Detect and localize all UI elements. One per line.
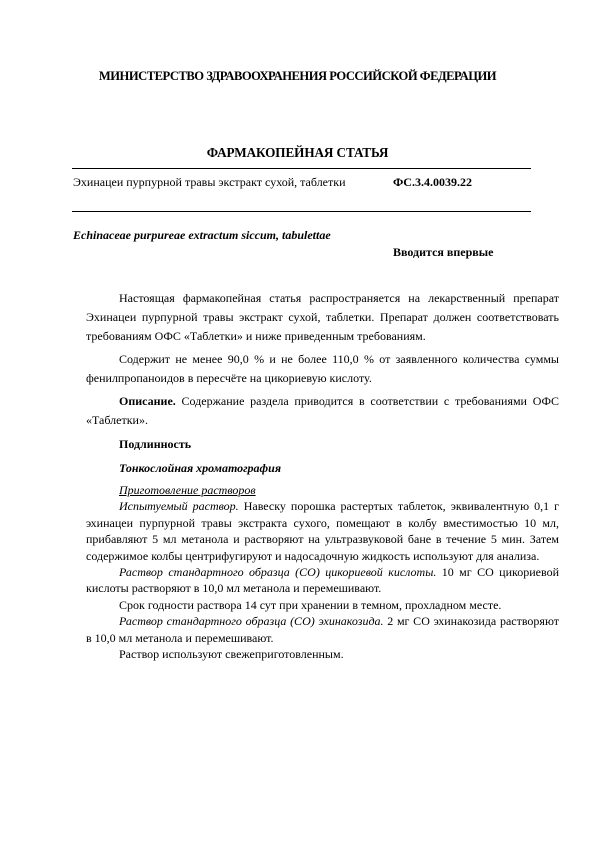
header-divider-bottom (72, 211, 531, 212)
preparation-name-latin: Echinaceae purpureae extractum siccum, tabulettae (73, 228, 331, 242)
description-text: Содержание раздела приводится в соответствии с требованиями ОФС «Таблетки». (86, 394, 559, 427)
header-divider-top (72, 168, 531, 169)
echinacoside-standard-paragraph (86, 613, 559, 646)
preparation-name-ru: Эхинацеи пурпурной травы экстракт сухой, таблетки (73, 175, 346, 189)
introduction-status: Вводится впервые (393, 245, 494, 259)
fresh-solution-paragraph: Раствор используют свежеприготовленным. (119, 647, 344, 662)
content-paragraph: Содержит не менее 90,0 % и не более 110,0 % от заявленного количества суммы фенилпропаноидов в пересчёте на цикориевую кислоту. (86, 352, 559, 385)
ministry-title: МИНИСТЕРСТВО ЗДРАВООХРАНЕНИЯ РОССИЙСКОЙ ФЕДЕРАЦИИ (98, 69, 497, 83)
authenticity-heading: Подлинность (119, 437, 192, 451)
shelf-life-paragraph: Срок годности раствора 14 сут при хранении в темном, прохладном месте. (119, 597, 502, 612)
scope-paragraph: Настоящая фармакопейная статья распространяется на лекарственный препарат Эхинацеи пурпурной травы экстракт сухой, таблетки. Препарат должен соответствовать требованиям ОФС «Таблетки» и ниже приведенным требованиям. (86, 291, 559, 343)
test-solution-text: Навеску порошка растертых таблеток, эквивалентную 0,1 г эхинацеи пурпурной травы экстракта сухого, помещают в колбу вместимостью 10 мл, прибавляют 5 мл метанола и растворяют на ультразвуковой бане в течение 5 мин. Затем содержимое колбы центрифугируют и надосадочную жидкость используют для анализа. (86, 499, 559, 563)
tlc-heading: Тонкослойная хроматография (119, 461, 281, 475)
chicoric-standard-paragraph (86, 564, 559, 597)
monograph-body (86, 289, 559, 662)
test-solution-paragraph (86, 498, 559, 564)
document-title: ФАРМАКОПЕЙНАЯ СТАТЬЯ (206, 145, 389, 160)
chicoric-standard-text: 10 мг СО цикориевой кислоты растворяют в 10,0 мл метанола и перемешивают. (86, 565, 559, 596)
echinacoside-standard-label: Раствор стандартного образца (СО) эхинакозида. (119, 614, 384, 629)
description-paragraph (86, 392, 559, 430)
description-label: Описание. (119, 394, 176, 408)
chicoric-standard-label: Раствор стандартного образца (СО) цикориевой кислоты. (119, 565, 437, 580)
monograph-code: ФС.3.4.0039.22 (393, 175, 472, 189)
solutions-heading: Приготовление растворов (119, 483, 256, 497)
test-solution-label: Испытуемый раствор. (119, 499, 239, 514)
echinacoside-standard-text: 2 мг СО эхинакозида растворяют в 10,0 мл метанола и перемешивают. (86, 614, 560, 645)
